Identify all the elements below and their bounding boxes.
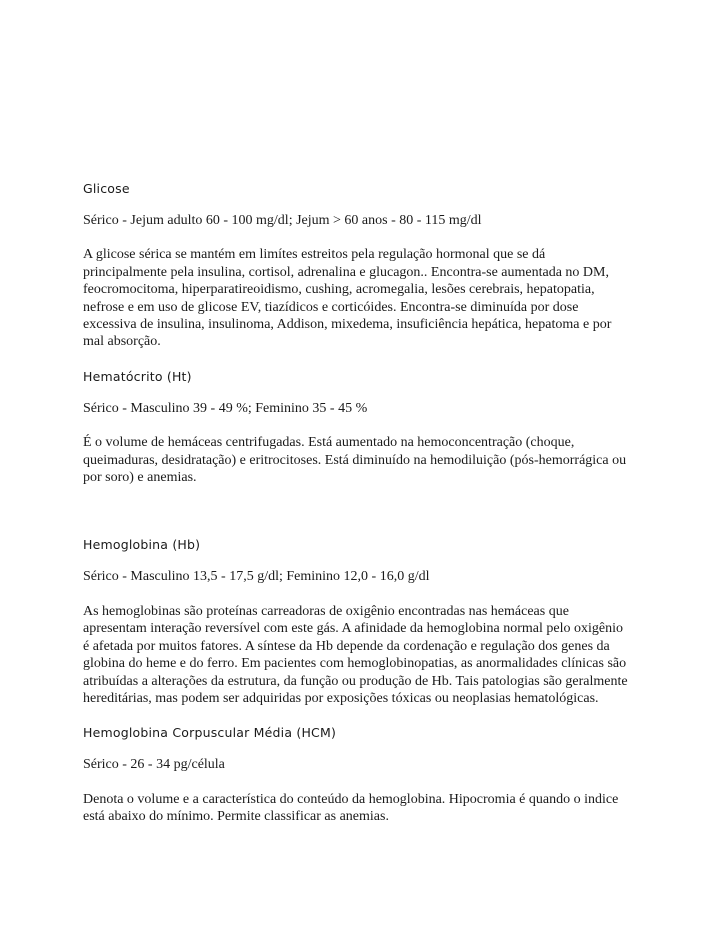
reference-range: Sérico - 26 - 34 pg/célula: [83, 757, 225, 773]
body-line: atribuídas a alterações da estrutura, da função ou produção de Hb. Tais patologias são geralmente: [83, 673, 628, 689]
body-line: Denota o volume e a característica do conteúdo da hemoglobina. Hipocromia é quando o indice: [83, 791, 619, 807]
reference-range: Sérico - Jejum adulto 60 - 100 mg/dl; Jejum > 60 anos - 80 - 115 mg/dl: [83, 213, 482, 228]
document-page: [83, 180, 655, 826]
section-heading: Hematócrito (Ht): [83, 368, 192, 384]
body-line: apresentam interação reversível com este gás. A afinidade da hemoglobina normal pelo oxigênio: [83, 621, 623, 637]
body-line: excessiva de insulina, insulinoma, Addison, mixedema, insuficiência hepática, hepatoma e por: [83, 317, 612, 333]
body-line: queimaduras, desidratação) e eritrocitoses. Está diminuído na hemodiluição (pós-hemorrágica ou: [83, 452, 627, 468]
body-line: feocromocitoma, hiperparatireoidismo, cushing, acromegalia, lesões cerebrais, hepatopatia,: [83, 282, 595, 298]
body-line: por soro) e anemias.: [83, 470, 197, 486]
body-line: principalmente pela insulina, cortisol, adrenalina e glucagon.. Encontra-se aumentada no DM,: [83, 264, 609, 280]
section-heading: Glicose: [83, 181, 130, 196]
body-line: globina do heme e do ferro. Em pacientes com hemoglobinopatias, as anormalidades clínicas são: [83, 656, 627, 672]
reference-range: Sérico - Masculino 39 - 49 %; Feminino 35 - 45 %: [83, 400, 368, 416]
body-line: mal absorção.: [83, 334, 161, 350]
section-heading: Hemoglobina Corpuscular Média (HCM): [83, 725, 337, 741]
body-line: As hemoglobinas são proteínas carreadoras de oxigênio encontradas nas hemáceas que: [83, 603, 569, 619]
section-glicose: [83, 180, 655, 351]
body-line: nefrose e em uso de glicose EV, tiazídicos e corticóides. Encontra-se diminuída por dose: [83, 299, 579, 315]
section-heading: Hemoglobina (Hb): [83, 537, 201, 553]
section-body: [83, 791, 655, 826]
section-hematocrito: [83, 368, 655, 487]
reference-range: Sérico - Masculino 13,5 - 17,5 g/dl; Feminino 12,0 - 16,0 g/dl: [83, 569, 430, 585]
section-hemoglobina: [83, 536, 655, 707]
body-line: hereditárias, mas podem ser adquiridas por exposições tóxicas ou neoplasias hematológicas.: [83, 690, 599, 706]
body-line: É o volume de hemáceas centrifugadas. Está aumentado na hemoconcentração (choque,: [83, 435, 575, 451]
section-body: [83, 603, 655, 707]
section-body: [83, 246, 655, 350]
section-hcm: [83, 724, 655, 825]
body-line: A glicose sérica se mantém em limítes estreitos pela regulação hormonal que se dá: [83, 247, 546, 263]
section-body: [83, 434, 655, 486]
body-line: está abaixo do mínimo. Permite classificar as anemias.: [83, 809, 389, 825]
body-line: é afetada por muitos fatores. A síntese da Hb depende da cordenação e regulação dos genes da: [83, 638, 610, 654]
